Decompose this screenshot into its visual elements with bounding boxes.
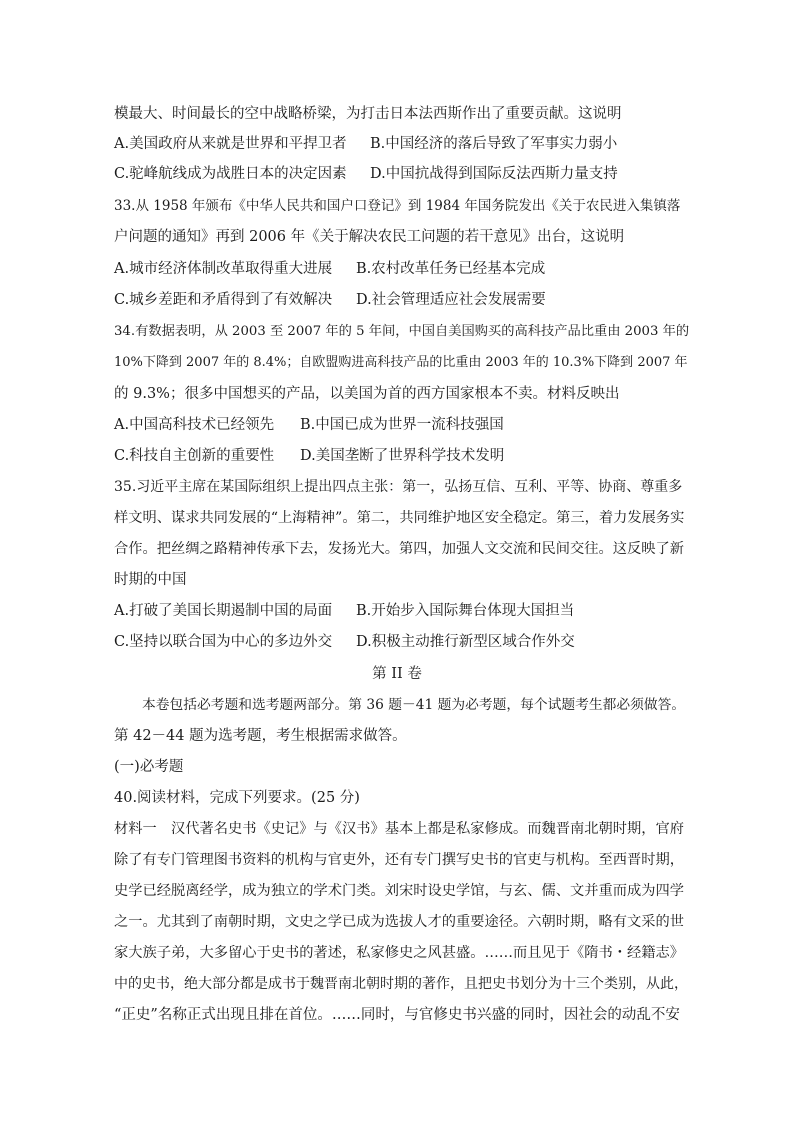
q32-stem-tail: 模最大、时间最长的空中战略桥梁，为打击日本法西斯作出了重要贡献。这说明: [114, 106, 622, 122]
q35-option-c: C.坚持以联合国为中心的多边外交: [114, 634, 333, 650]
q35-option-a: A.打破了美国长期遏制中国的局面: [114, 603, 333, 619]
q34-stem-line-1: 34.有数据表明，从 2003 至 2007 年的 5 年间，中国自美国购买的高科技产品比重由 2003 年的: [114, 324, 690, 339]
required-questions-label: (一)必考题: [114, 759, 184, 775]
q40-material-line-7: “正史”名称正式出现且排在首位。……同时，与官修史书兴盛的同时，因社会的动乱不安: [114, 1007, 680, 1023]
q35-stem-line-2: 样文明、谋求共同发展的“上海精神”。第二，共同维护地区安全稳定。第三，着力发展务实: [114, 510, 685, 526]
q34-stem-line-2: 10%下降到 2007 年的 8.4%；自欧盟购进高科技产品的比重由 2003 年的 10.3%下降到 2007 年: [114, 355, 688, 370]
q40-material-line-6: 中的史书，绝大部分都是成书于魏晋南北朝时期的著作，且把史书划分为十三个类别，从此，: [114, 976, 688, 992]
q33-option-a: A.城市经济体制改革取得重大进展: [114, 261, 333, 277]
q33-option-d: D.社会管理适应社会发展需要: [356, 292, 546, 308]
q33-option-b: B.农村改革任务已经基本完成: [356, 261, 546, 277]
q32-option-a: A.美国政府从来就是世界和平捍卫者: [114, 136, 347, 152]
q40-material-line-2: 除了有专门管理图书资料的机构与官吏外，还有专门撰写史书的官吏与机构。至西晋时期，: [114, 852, 685, 868]
q32-option-d: D.中国抗战得到国际反法西斯力量支持: [370, 166, 618, 182]
q40-material-line-3: 史学已经脱离经学，成为独立的学术门类。刘宋时设史学馆，与玄、儒、文并重而成为四学: [114, 883, 685, 899]
q35-option-d: D.积极主动推行新型区域合作外交: [356, 634, 575, 650]
q40-material-line-5: 家大族子弟，大多留心于史书的著述，私家修史之风甚盛。……而且见于《隋书・经籍志》: [114, 945, 685, 961]
q34-option-c: C.科技自主创新的重要性: [114, 448, 275, 464]
q34-option-b: B.中国已成为世界一流科技强国: [300, 417, 504, 433]
q34-option-d: D.美国垄断了世界科学技术发明: [300, 448, 505, 464]
q34-stem-line-3: 的 9.3%；很多中国想买的产品，以美国为首的西方国家根本不卖。材料反映出: [114, 386, 620, 402]
q33-stem-line-2: 户问题的通知》再到 2006 年《关于解决农民工问题的若干意见》出台，这说明: [114, 229, 625, 245]
section-2-title: 第 II 卷: [372, 666, 422, 682]
q35-stem-line-4: 时期的中国: [114, 572, 187, 588]
q40-material-line-4: 之一。尤其到了南朝时期，文史之学已成为选拔人才的重要途径。六朝时期，略有文采的世: [114, 914, 685, 930]
q35-stem-line-1: 35.习近平主席在某国际组织上提出四点主张：第一，弘扬互信、互利、平等、协商、尊重多: [114, 479, 683, 495]
q33-option-c: C.城乡差距和矛盾得到了有效解决: [114, 292, 333, 308]
q34-option-a: A.中国高科技术已经领先: [114, 417, 275, 433]
q40-stem: 40.阅读材料，完成下列要求。(25 分): [114, 790, 360, 806]
q32-option-c: C.驼峰航线成为战胜日本的决定因素: [114, 166, 347, 182]
q35-stem-line-3: 合作。把丝绸之路精神传承下去，发扬光大。第四，加强人文交流和民间交往。这反映了新: [114, 541, 685, 557]
q40-material-line-1: 材料一 汉代著名史书《史记》与《汉书》基本上都是私家修成。而魏晋南北朝时期，官府: [114, 821, 685, 837]
q35-option-b: B.开始步入国际舞台体现大国担当: [356, 603, 575, 619]
section-2-intro-line-2: 第 42－44 题为选考题，考生根据需求做答。: [114, 728, 407, 744]
q32-option-b: B.中国经济的落后导致了军事实力弱小: [370, 136, 618, 152]
section-2-intro-line-1: 本卷包括必考题和选考题两部分。第 36 题－41 题为必考题，每个试题考生都必须做答。: [142, 697, 686, 713]
q33-stem-line-1: 33.从 1958 年颁布《中华人民共和国户口登记》到 1984 年国务院发出《关于农民进入集镇落: [114, 198, 681, 214]
